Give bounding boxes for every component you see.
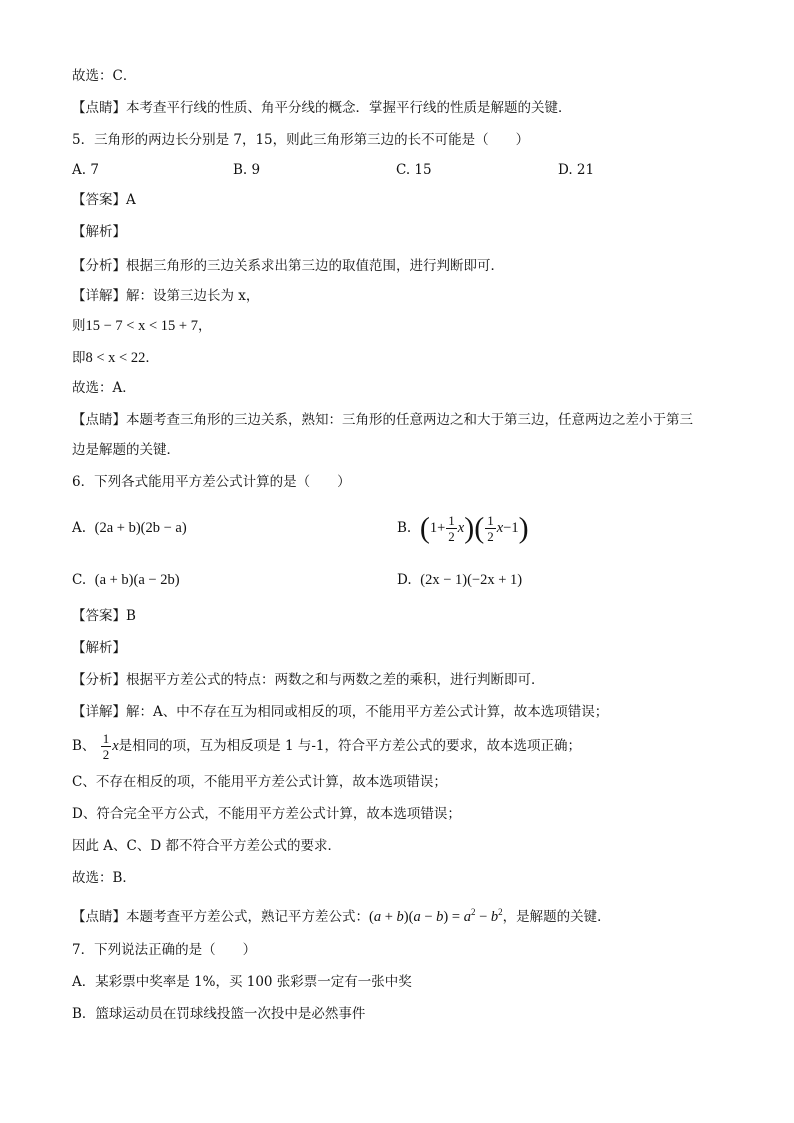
q6-conclusion: 故选：B． (72, 870, 136, 886)
q6-option-c-formula: (a + b)(a − 2b) (94, 572, 180, 588)
q5-step-2 (72, 348, 159, 368)
paren-right: ) (518, 511, 529, 545)
fraction-denominator: 2 (448, 529, 455, 544)
plus-sign: + (384, 908, 393, 925)
variable-x: x (457, 520, 465, 536)
fraction-half (485, 513, 496, 544)
q5-step-1-suffix: ， (197, 318, 212, 334)
q6-option-a-formula: (2a + b)(2b − a) (94, 520, 187, 536)
q5-analysis: 【分析】根据三角形的三边关系求出第三边的取值范围，进行判断即可． (72, 258, 504, 274)
exponent: 2 (498, 907, 503, 917)
q5-step-2-prefix: 即 (72, 350, 86, 366)
variable-x: x (496, 520, 504, 536)
q6-comment (72, 902, 611, 927)
conclusion-q4: 故选：C． (72, 68, 137, 84)
q6-option-a (72, 518, 187, 538)
fraction-numerator: 1 (448, 513, 455, 528)
q6-detail: 【详解】解：A、中不存在互为相同或相反的项，不能用平方差公式计算，故本选项错误； (72, 704, 609, 720)
q5-option-d: D. 21 (558, 162, 595, 178)
q6-answer: 【答案】B (72, 608, 136, 624)
q6-detail-b-suffix: 是相同的项，互为相反项是 1 与-1，符合平方差公式的要求，故本选项正确； (118, 738, 581, 754)
q6-summary: 因此 A、C、D 都不符合平方差公式的要求． (72, 838, 341, 854)
fraction-half (446, 513, 457, 544)
minus-sign: − (424, 908, 433, 925)
q6-analysis-heading: 【解析】 (72, 640, 126, 656)
q6-option-c (72, 570, 180, 590)
variable-a: a (463, 908, 471, 925)
q6-detail-b-prefix: B、 (72, 738, 96, 754)
q5-step-1 (72, 316, 211, 336)
fraction-numerator: 1 (102, 731, 110, 746)
q6-detail-d: D、符合完全平方公式，不能用平方差公式计算，故本选项错误； (72, 806, 461, 822)
q5-option-c: C. 15 (396, 162, 432, 178)
q6-option-b-label: B. (397, 520, 412, 536)
question-7: 7．下列说法正确的是（ ） (72, 942, 257, 958)
paren-left: ( (474, 511, 485, 545)
fraction-numerator: 1 (487, 513, 494, 528)
q6-detail-c: C、不存在相反的项，不能用平方差公式计算，故本选项错误； (72, 774, 447, 790)
q5-detail: 【详解】解：设第三边长为 x， (72, 288, 260, 304)
q5-analysis-heading: 【解析】 (72, 224, 126, 240)
q5-option-b: B. 9 (233, 162, 261, 178)
exponent: 2 (470, 907, 476, 917)
q6-option-d-label: D. (397, 572, 412, 588)
q6-option-d (397, 570, 522, 590)
q7-option-b: B．篮球运动员在罚球线投篮一次投中是必然事件 (72, 1006, 366, 1022)
minus-sign: − (503, 520, 512, 536)
q5-step-2-formula: 8 < x < 22 (85, 350, 146, 366)
q7-option-a: A．某彩票中奖率是 1%，买 100 张彩票一定有一张中奖 (72, 974, 412, 990)
q5-step-2-suffix: ． (145, 350, 159, 366)
q6-comment-prefix: 【点睛】本题考查平方差公式，熟记平方差公式： (72, 908, 369, 925)
q6-option-b (397, 506, 529, 550)
question-6: 6．下列各式能用平方差公式计算的是（ ） (72, 474, 351, 490)
q6-option-c-label: C. (72, 572, 87, 588)
fraction-denominator: 2 (102, 747, 110, 762)
fraction-half (101, 731, 112, 762)
q6-option-a-label: A. (72, 520, 87, 536)
term-one: 1 (429, 520, 438, 536)
q5-comment-line-1: 【点睛】本题考查三角形的三边关系，熟知：三角形的任意两边之和大于第三边，任意两边之差小于第三 (72, 412, 693, 428)
q5-answer: 【答案】A (72, 192, 136, 208)
q6-comment-suffix: ，是解题的关键． (502, 908, 611, 925)
q5-step-1-formula: 15 − 7 < x < 15 + 7 (85, 318, 198, 334)
plus-sign: + (437, 520, 446, 536)
paren-right: ) (464, 511, 475, 545)
variable-a: a (413, 908, 421, 925)
difference-of-squares-formula (369, 909, 503, 925)
comment-q4: 【点睛】本考查平行线的性质、角平分线的概念．掌握平行线的性质是解题的关键． (72, 100, 572, 116)
equals-sign: = (451, 908, 461, 925)
q6-analysis: 【分析】根据平方差公式的特点：两数之和与两数之差的乘积，进行判断即可． (72, 672, 545, 688)
minus-sign: − (479, 908, 488, 925)
q6-detail-b (72, 728, 581, 764)
paren-left: ( (419, 511, 430, 545)
variable-b: b (490, 908, 499, 925)
fraction-denominator: 2 (487, 529, 494, 544)
paren-left: ( (369, 908, 374, 925)
paren-right: ) (403, 908, 409, 925)
paren-left: ( (408, 908, 414, 925)
q5-conclusion: 故选：A． (72, 380, 136, 396)
variable-a: a (373, 908, 382, 925)
variable-x: x (112, 738, 119, 754)
variable-b: b (436, 908, 444, 925)
question-5: 5．三角形的两边长分别是 7，15，则此三角形第三边的长不可能是（ ） (72, 132, 530, 148)
variable-b: b (396, 908, 404, 925)
term-one: 1 (511, 520, 519, 536)
q5-step-1-prefix: 则 (72, 318, 86, 334)
q6-option-d-formula: (2x − 1)(−2x + 1) (420, 572, 523, 588)
q5-comment-line-2: 边是解题的关键． (72, 442, 180, 458)
paren-right: ) (443, 908, 449, 925)
q5-option-a: A. 7 (72, 162, 99, 178)
